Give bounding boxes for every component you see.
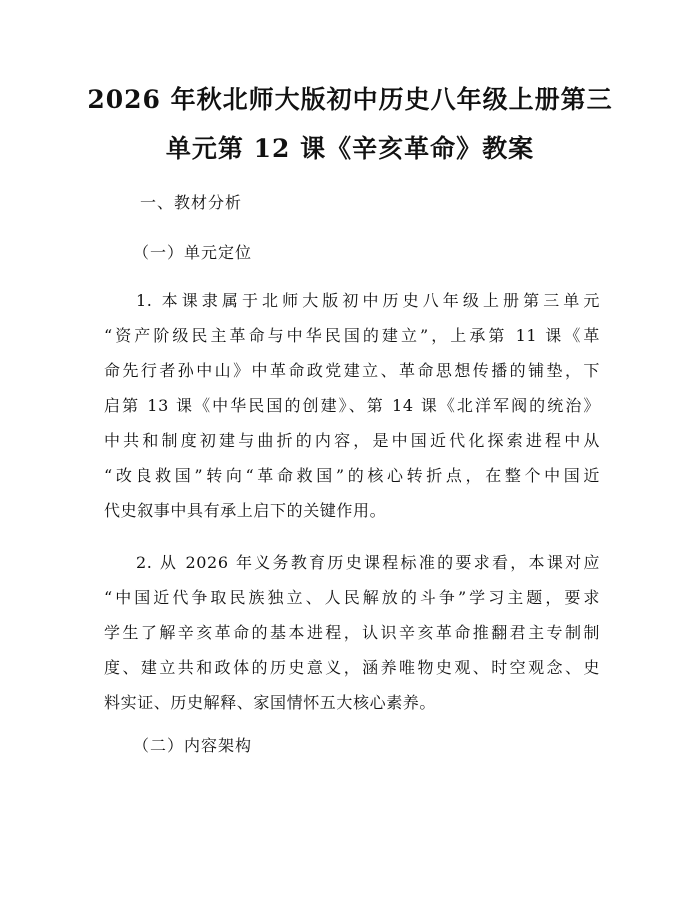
paragraph-unit-position bbox=[104, 283, 600, 528]
paragraph-line: 料实证、历史解释、家国情怀五大核心素养。 bbox=[104, 693, 437, 712]
paragraph-line: 度、建立共和政体的历史意义，涵养唯物史观、时空观念、史 bbox=[104, 658, 600, 677]
paragraph-line: “中国近代争取民族独立、人民解放的斗争”学习主题，要求 bbox=[104, 588, 600, 607]
paragraph-curriculum-standard bbox=[104, 545, 600, 720]
paragraph-line: 命先行者孙中山》中革命政党建立、革命思想传播的铺垫，下 bbox=[104, 361, 600, 380]
subsection-heading-content-structure: （二）内容架构 bbox=[133, 736, 253, 755]
document-title-line-2: 单元第 12 课《辛亥革命》教案 bbox=[165, 134, 535, 163]
document-title-line-1: 2026 年秋北师大版初中历史八年级上册第三 bbox=[87, 85, 613, 114]
paragraph-line: 中共和制度初建与曲折的内容，是中国近代化探索进程中从 bbox=[104, 431, 600, 450]
paragraph-line: “改良救国”转向“革命救国”的核心转折点，在整个中国近 bbox=[104, 466, 600, 485]
paragraph-line: 2. 从 2026 年义务教育历史课程标准的要求看，本课对应 bbox=[136, 553, 600, 572]
section-heading-textbook-analysis: 一、教材分析 bbox=[140, 193, 243, 212]
paragraph-line: 学生了解辛亥革命的基本进程，认识辛亥革命推翻君主专制制 bbox=[104, 623, 600, 642]
paragraph-line: “资产阶级民主革命与中华民国的建立”，上承第 11 课《革 bbox=[104, 326, 600, 345]
paragraph-line: 1. 本课隶属于北师大版初中历史八年级上册第三单元 bbox=[136, 291, 600, 310]
paragraph-line: 代史叙事中具有承上启下的关键作用。 bbox=[104, 501, 387, 520]
subsection-heading-unit-position: （一）单元定位 bbox=[133, 243, 253, 262]
paragraph-line: 启第 13 课《中华民国的创建》、第 14 课《北洋军阀的统治》 bbox=[104, 396, 600, 415]
